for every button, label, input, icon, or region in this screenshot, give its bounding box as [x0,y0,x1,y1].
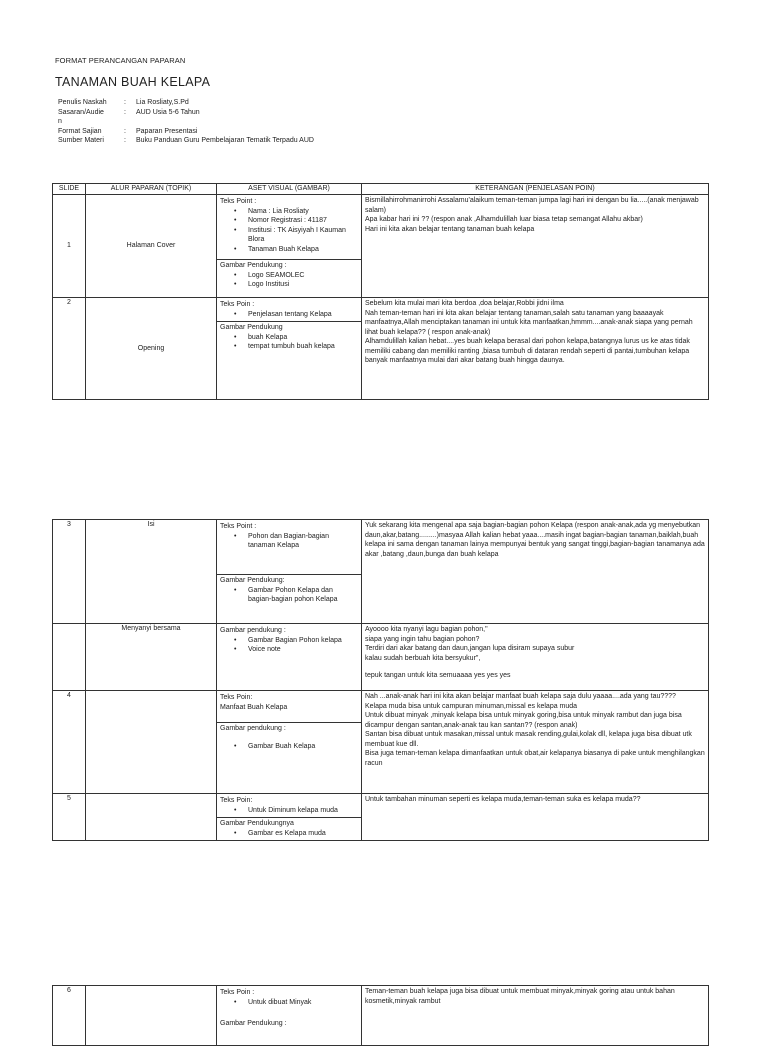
text-points-plain: Manfaat Buah Kelapa [220,703,288,711]
list-item: • Logo Institusi [248,280,358,290]
list-item: • tempat tumbuh buah kelapa [248,342,358,352]
table-row [53,195,709,298]
list-item: • Gambar Bagian Pohon kelapa [248,636,358,646]
meta-value: AUD Usia 5-6 Tahun [136,108,200,116]
visual-cell [217,520,362,624]
text-points-title: Teks Poin: [220,694,253,701]
list-item: • Untuk dibuat Minyak [248,998,358,1008]
explanation-text: Alhamdulillah kalian hebat....yes buah kelapa berasal dari pohon kelapa,batangnya lurus us ke atas tidak memiliki cabang dan memiliki ranting ,biasa tumbuh di dataran rendah seperti di pantai,tumbuhan kelapa banyak manfaatnya mulai dari akar batang buah hingga daunya. [365,338,690,364]
header-slide: SLIDE [53,184,86,195]
supporting-images [217,259,361,292]
explanation-text: siapa yang ingin tahu bagian pohon? [365,635,480,643]
table-row [53,691,709,794]
header-aset: ASET VISUAL (GAMBAR) [217,184,362,195]
explanation-cell [362,794,709,841]
text-points-title: Teks Poin: [220,797,253,804]
topic-cell: Menyanyi bersama [86,624,217,691]
visual-cell [217,195,362,298]
text-points [217,795,361,817]
table-row [53,986,709,1046]
list-item: • Gambar Pohon Kelapa dan bagian-bagian pohon Kelapa [248,586,358,605]
list-item: • Nomor Registrasi : 41187 [248,216,358,226]
slide-number: 6 [53,986,86,1046]
supporting-images-title: Gambar pendukung : [220,725,286,732]
meta-colon: : [124,127,126,135]
slide-number: 5 [53,794,86,841]
explanation-text: Ayoooo kita nyanyi lagu bagian pohon," [365,626,488,633]
explanation-cell [362,691,709,794]
storyboard-table-3 [52,985,709,1046]
supporting-images-title: Gambar Pendukung [220,324,283,331]
text-points-title: Teks Point : [220,198,257,205]
text-points-list [220,310,358,320]
text-points-list [220,998,358,1008]
table-row [53,794,709,841]
visual-cell [217,298,362,400]
explanation-text: Nah ...anak-anak hari ini kita akan belajar manfaat buah kelapa saja dulu yaaaa....ada yang tau???? [365,693,676,700]
table-row [53,520,709,624]
explanation-cell [362,624,709,691]
explanation-text: Untuk dibuat minyak ,minyak kelapa bisa untuk minyak goring,bisa untuk minyak rambut dan juga bisa dicampur dengan santan,anak-anak tau kan santan?? (respon anak) [365,712,682,729]
header-alur: ALUR PAPARAN (TOPIK) [86,184,217,195]
meta-label: Sasaran/Audie [58,108,104,116]
supporting-images-title: Gambar pendukung : [220,627,286,634]
storyboard-table-2 [52,519,709,841]
table-header-row [53,184,709,195]
supporting-images [217,1018,361,1031]
table-row [53,298,709,400]
explanation-text: Santan bisa dibuat untuk masakan,missal untuk masak rending,gulai,kolak dll, kelapa juga bisa dibuat utk membuat kue dll. [365,731,692,748]
visual-cell [217,794,362,841]
explanation-cell [362,986,709,1046]
list-item: • Logo SEAMOLEC [248,271,358,281]
list-item: • Institusi : TK Aisyiyah I Kauman Blora [248,226,358,245]
supporting-images-list [220,333,358,352]
meta-label: Sumber Materi [58,137,104,145]
slide-number: 1 [53,195,86,298]
supporting-images [217,574,361,607]
meta-value: Lia Rosliaty,S.Pd [136,99,189,106]
visual-cell [217,624,362,691]
explanation-text: Nah teman-teman hari ini kita akan belajar tentang tanaman,salah satu tanaman yang baaaayak manfaatnya,Allah menciptakan tanaman ini untuk kita manfaatkan,hmmm....anak-anak siapa yang pernah lihat buah kelapa?? ( respon anak-anak) [365,309,693,336]
list-item: • Pohon dan Bagian-bagian tanaman Kelapa [248,532,358,551]
supporting-images [217,817,361,840]
supporting-images-title: Gambar Pendukung: [220,577,285,584]
document-title: TANAMAN BUAH KELAPA [55,75,211,89]
text-points-list [220,806,358,816]
topic-cell: Isi [86,520,217,624]
format-heading: FORMAT PERANCANGAN PAPARAN [55,56,186,65]
meta-value: Paparan Presentasi [136,127,198,135]
list-item: • Nama : Lia Rosliaty [248,207,358,217]
list-item: • Voice note [248,645,358,655]
slide-number: 2 [53,298,86,400]
text-points-title: Teks Poin : [220,989,255,996]
meta-label: Penulis Naskah [58,99,107,106]
supporting-images [217,625,361,657]
explanation-text: Hari ini kita akan belajar tentang tanaman buah kelapa [365,225,535,233]
supporting-images [217,321,361,354]
topic-cell [86,691,217,794]
visual-cell [217,986,362,1046]
text-points [217,987,361,1018]
explanation-text: Bisa juga teman-teman kelapa dimanfaatkan untuk obat,air kelapanya biasanya di pake untuk menghilangkan racun [365,750,705,767]
explanation-text: Teman-teman buah kelapa juga bisa dibuat untuk membuat minyak,minyak goring atau untuk bahan kosmetik,minyak rambut [365,988,675,1005]
list-item: • buah Kelapa [248,333,358,343]
text-points [217,196,361,259]
explanation-text: tepuk tangan untuk kita semuaaaa yes yes yes [365,672,511,679]
supporting-images-list [220,829,358,839]
list-item: • Penjelasan tentang Kelapa [248,310,358,320]
slide-number: 3 [53,520,86,624]
supporting-images-list [220,636,358,655]
supporting-images [217,722,361,753]
header-keterangan: KETERANGAN (PENJELASAN POIN) [362,184,709,195]
topic-cell: Halaman Cover [86,195,217,298]
meta-value: Buku Panduan Guru Pembelajaran Tematik Terpadu AUD [136,137,314,145]
spacer [220,734,358,742]
meta-colon: : [124,108,126,116]
explanation-cell [362,195,709,298]
table-row [53,624,709,691]
spacer [365,663,705,671]
explanation-text: Sebelum kita mulai mari kita berdoa ,doa belajar,Robbi jidni ilma [365,300,564,307]
list-item: • Gambar es Kelapa muda [248,829,358,839]
list-item: • Tanaman Buah Kelapa [248,245,358,255]
explanation-text: Kelapa muda bisa untuk campuran minuman,missal es kelapa muda [365,702,578,710]
meta-label: n [58,118,62,126]
visual-cell [217,691,362,794]
explanation-cell [362,298,709,400]
text-points-title: Teks Point : [220,523,257,530]
explanation-text: Untuk tambahan minuman seperti es kelapa muda,teman-teman suka es kelapa muda?? [365,796,641,803]
text-points-list [220,207,358,255]
slide-number [53,624,86,691]
text-points [217,521,361,574]
explanation-text: Terdiri dari akar batang dan daun,jangan lupa disiram supaya subur [365,645,575,652]
slide-number: 4 [53,691,86,794]
explanation-text: kalau sudah berbuah kita bersyukur", [365,654,481,662]
supporting-images-list [220,586,358,605]
supporting-images-title: Gambar Pendukung : [220,1020,287,1027]
supporting-images-title: Gambar Pendukung : [220,262,287,269]
text-points-title: Teks Poin : [220,301,255,308]
list-item: • Gambar Buah Kelapa [248,742,358,752]
meta-label: Format Sajian [58,127,102,135]
explanation-text: Bismillahirrohmanirrohi Assalamu'alaikum teman-teman jumpa lagi hari ini dengan bu lia.....(anak menjawab salam) [365,197,699,214]
topic-cell: Opening [86,298,217,400]
meta-colon: : [124,137,126,145]
supporting-images-title: Gambar Pendukungnya [220,820,294,827]
supporting-images-list [220,271,358,290]
explanation-text: Apa kabar hari ini ?? (respon anak ,Alhamdulillah luar biasa tetap semangat Allahu akbar) [365,216,643,223]
explanation-cell [362,520,709,624]
text-points [217,299,361,321]
list-item: • Untuk Diminum kelapa muda [248,806,358,816]
meta-colon: : [124,99,126,106]
text-points [217,692,361,722]
text-points-list [220,532,358,551]
topic-cell [86,986,217,1046]
supporting-images-list [220,742,358,752]
storyboard-table-1 [52,183,709,400]
topic-cell [86,794,217,841]
explanation-text: Yuk sekarang kita mengenal apa saja bagian-bagian pohon Kelapa (respon anak-anak,ada yg menyebutkan daun,akar,batang.........)masyaa Allah kalian hebat yaaa....masih ingat bagian-bagian tanaman,baiklah,buah kelapa ini sama dengan tanaman lainya mempunyai bentuk yang sangat tinggi,bagian-bagian tanamanya ada akar ,batang ,daun,bunga dan buah kelapa [365,522,705,558]
